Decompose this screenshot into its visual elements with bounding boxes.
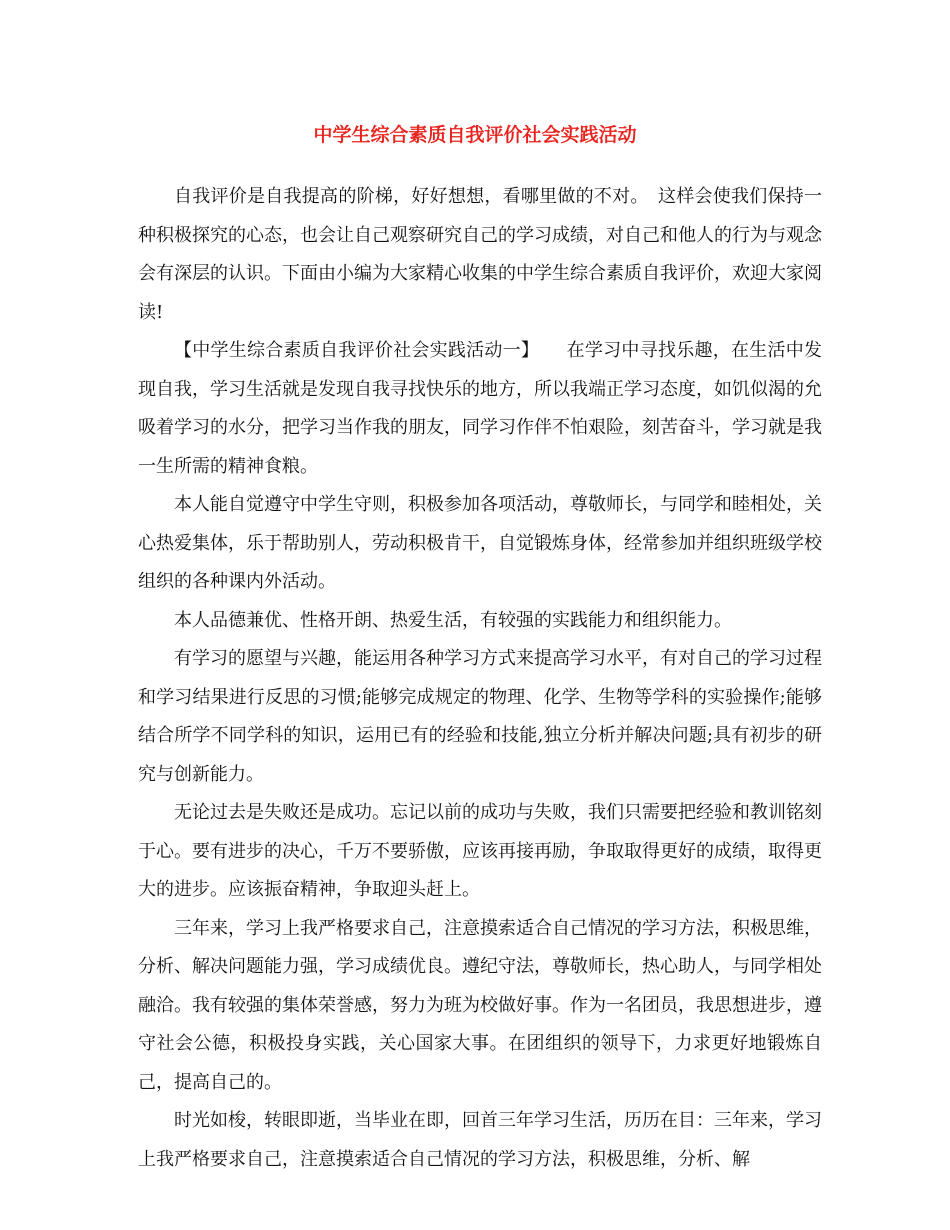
paragraph: 本人能自觉遵守中学生守则，积极参加各项活动，尊敬师长，与同学和睦相处，关心热爱集体，乐于帮助别人，劳动积极肯干，自觉锻炼身体，经常参加并组织班级学校组织的各种课内外活动。	[138, 494, 822, 592]
paragraph: 自我评价是自我提高的阶梯，好好想想，看哪里做的不对。 这样会使我们保持一种积极探究的心态，也会让自己观察研究自己的学习成绩，对自己和他人的行为与观念会有深层的认识。下面由小编为大家精心收集的中学生综合素质自我评价，欢迎大家阅读!	[138, 186, 822, 323]
document-body	[138, 178, 822, 1179]
paragraph: 有学习的愿望与兴趣，能运用各种学习方式来提高学习水平，有对自己的学习过程和学习结果进行反思的习惯;能够完成规定的物理、化学、生物等学科的实验操作;能够结合所学不同学科的知识，运用已有的经验和技能,独立分析并解决问题;具有初步的研究与创新能力。	[138, 648, 822, 785]
document-title: 中学生综合素质自我评价社会实践活动	[313, 124, 637, 146]
paragraph: 【中学生综合素质自我评价社会实践活动一】 在学习中寻找乐趣，在生活中发现自我，学习生活就是发现自我寻找快乐的地方，所以我端正学习态度，如饥似渴的允吸着学习的水分，把学习当作我的朋友，同学习作伴不怕艰险，刻苦奋斗，学习就是我一生所需的精神食粮。	[138, 340, 822, 477]
paragraph: 时光如梭，转眼即逝，当毕业在即，回首三年学习生活，历历在目：三年来，学习上我严格要求自己，注意摸索适合自己情况的学习方法，积极思维，分析、解	[138, 1110, 822, 1170]
paragraph: 无论过去是失败还是成功。忘记以前的成功与失败，我们只需要把经验和教训铭刻于心。要有进步的决心，千万不要骄傲，应该再接再励，争取取得更好的成绩，取得更大的进步。应该振奋精神，争取迎头赶上。	[138, 802, 822, 900]
paragraph: 三年来，学习上我严格要求自己，注意摸索适合自己情况的学习方法，积极思维，分析、解决问题能力强，学习成绩优良。遵纪守法，尊敬师长，热心助人，与同学相处融洽。我有较强的集体荣誉感，努力为班为校做好事。作为一名团员，我思想进步，遵守社会公德，积极投身实践，关心国家大事。在团组织的领导下，力求更好地锻炼自己，提高自己的。	[138, 917, 822, 1093]
paragraph: 本人品德兼优、性格开朗、热爱生活，有较强的实践能力和组织能力。	[174, 609, 732, 631]
